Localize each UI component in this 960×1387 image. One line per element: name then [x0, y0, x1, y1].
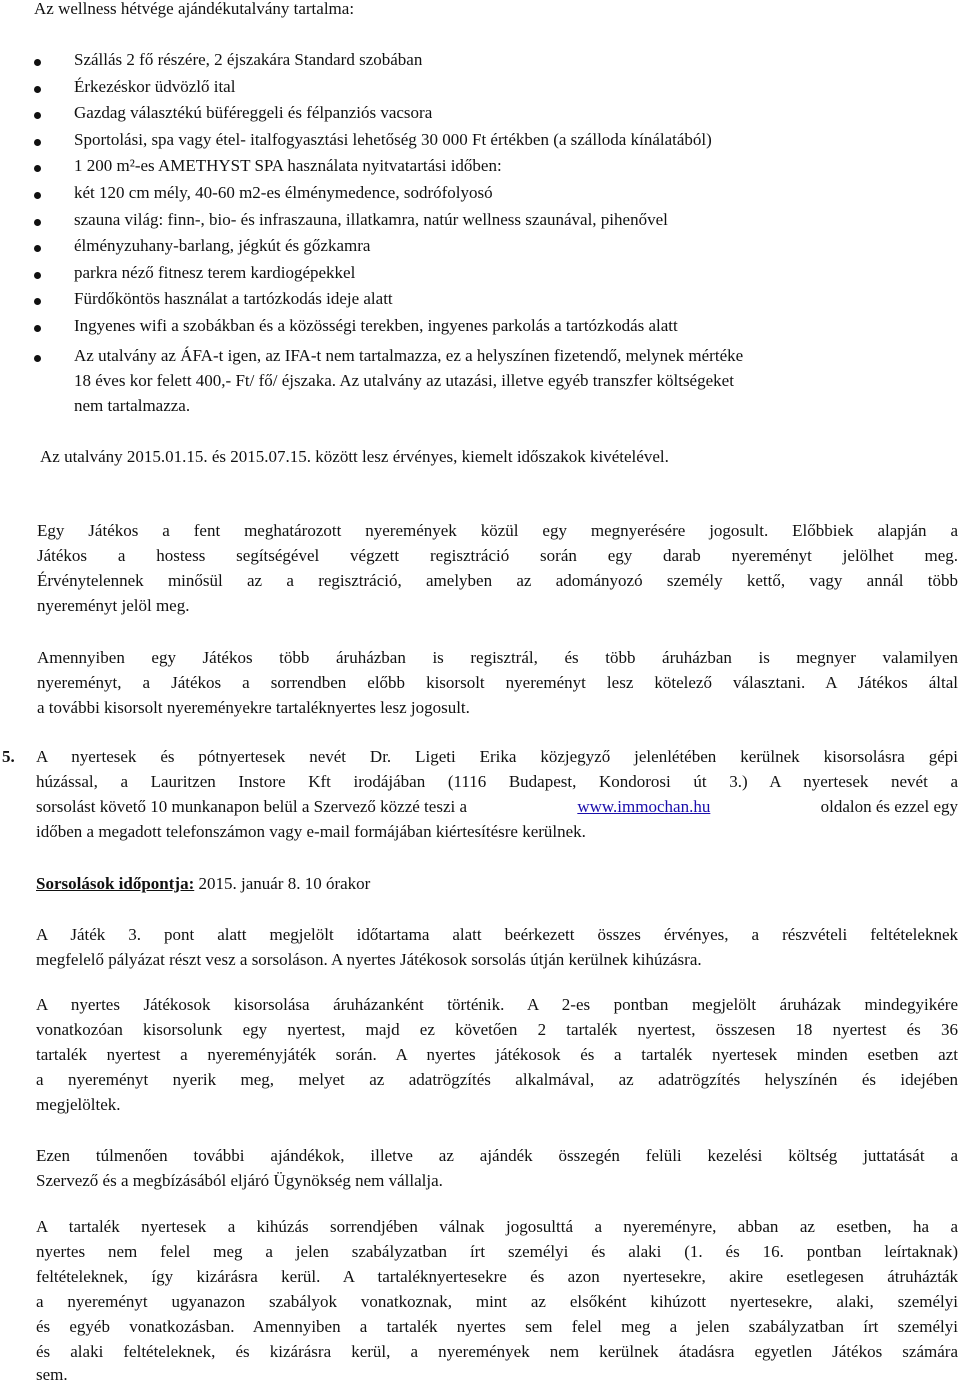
paragraph-line: Érvénytelennek minősül az a regisztráció, amelyben az adományozó személy kettő, vagy annál több — [37, 571, 958, 590]
paragraph-line: megfelelő pályázat részt vesz a sorsoláson. A nyertes Játékosok sorsolás útján kerülnek kihúzásra. — [36, 950, 702, 969]
paragraph-line: A nyertes Játékosok kisorsolása áruházanként történik. A 2-es pontban megjelölt áruházak mindegyikére — [36, 995, 958, 1014]
list-item-line: nem tartalmazza. — [74, 396, 191, 415]
bullet-icon — [34, 355, 41, 362]
paragraph-line: megjelöltek. — [36, 1095, 121, 1114]
section-number: 5. — [2, 747, 15, 766]
paragraph-line: Egy Játékos a fent meghatározott nyeremények közül egy megnyerésére jogosult. Előbbiek alapján a — [37, 521, 958, 540]
list-item: Érkezéskor üdvözlő ital — [74, 77, 236, 96]
bullet-icon — [34, 139, 41, 146]
paragraph-line: tartalék nyertest a nyereményjáték során. A nyertes játékosok és a tartalék nyertesek minden esetben azt — [36, 1045, 958, 1064]
list-item: két 120 cm mély, 40-60 m2-es élménymedence, sodrófolyosó — [74, 183, 493, 202]
paragraph-line: Szervező és a megbízásából eljáró Ügynökség nem vállalja. — [36, 1171, 443, 1190]
bullet-icon — [34, 86, 41, 93]
bullet-icon — [34, 245, 41, 252]
paragraph-text: sorsolást követő 10 munkanapon belül a Szervező közzé teszi a — [36, 797, 468, 816]
paragraph-line: A nyertesek és pótnyertesek nevét Dr. Ligeti Erika közjegyző jelenlétében kerülnek kisorsolásra gépi — [36, 747, 958, 766]
bullet-icon — [34, 165, 41, 172]
voucher-validity: Az utalvány 2015.01.15. és 2015.07.15. között lesz érvényes, kiemelt időszakok kivételével. — [40, 447, 669, 466]
paragraph-line: a nyereményt ugyanazon szabályok vonatkoznak, mint az elsőként kihúzott nyertesekre, alaki, személyi — [36, 1292, 958, 1311]
paragraph-line: Játékos a hostess segítségével végzett regisztráció során egy darab nyereményt jelölhet meg. — [37, 546, 958, 565]
paragraph-line: nyereményt jelöl meg. — [37, 596, 190, 615]
paragraph-line: a nyereményt nyerik meg, melyet az adatrögzítés alkalmával, az adatrögzítés helyszínén és idejében — [36, 1070, 958, 1089]
draw-date — [36, 873, 370, 895]
list-item: élményzuhany-barlang, jégkút és gőzkamra — [74, 236, 371, 255]
paragraph-line: sem. — [36, 1365, 68, 1384]
paragraph-line: A Játék 3. pont alatt megjelölt időtartama alatt beérkezett összes érvényes, a részvételi feltételeknek — [36, 925, 958, 944]
list-item: Sportolási, spa vagy étel- italfogyasztási lehetőség 30 000 Ft értékben (a szálloda kínálatából) — [74, 130, 712, 149]
voucher-heading: Az wellness hétvége ajándékutalvány tartalma: — [34, 0, 355, 18]
paragraph-line: Amennyiben egy Játékos több áruházban is regisztrál, és több áruházban is megnyer valamilyen — [37, 648, 958, 667]
paragraph-line: a további kisorsolt nyereményekre tartaléknyertes lesz jogosult. — [37, 698, 470, 717]
paragraph-line: nyereményt, a Játékos a sorrendben előbb kisorsolt nyereményt lesz kötelező választani. A Játékos által — [37, 673, 958, 692]
list-item: Szállás 2 fő részére, 2 éjszakára Standard szobában — [74, 50, 423, 69]
paragraph-line: húzással, a Lauritzen Instore Kft irodájában (1116 Budapest, Kondorosi út 3.) A nyertesek nevét a — [36, 772, 958, 791]
paragraph-line: nyertes nem felel meg a jelen szabályzatban írt személyi és alaki (1. és 16. pontban leírtaknak) — [36, 1242, 958, 1261]
paragraph-line: feltételeknek, így kizárásra kerül. A tartaléknyertesekre és azon nyertesekre, akire esetlegesen átruházták — [36, 1267, 958, 1286]
paragraph-line: Ezen túlmenően további ajándékok, illetve az ajándék összegén felüli kezelési költség juttatását a — [36, 1146, 958, 1165]
paragraph-line: és alaki feltételeknek, és kizárásra kerül, a nyeremények nem kerülnek átadásra egyetlen Játékos számára — [36, 1342, 958, 1361]
bullet-icon — [34, 272, 41, 279]
bullet-icon — [34, 298, 41, 305]
bullet-icon — [34, 112, 41, 119]
list-item: szauna világ: finn-, bio- és infraszauna, illatkamra, natúr wellness szaunával, pihenővel — [74, 210, 668, 229]
paragraph-line: vonatkozóan kisorsolunk egy nyertest, majd ez követően 2 tartalék nyertest, összesen 18 nyertest és 36 — [36, 1020, 958, 1039]
list-item: Gazdag választékú büféreggeli és félpanziós vacsora — [74, 103, 433, 122]
list-item: parkra néző fitnesz terem kardiogépekkel — [74, 263, 356, 282]
organizer-website-link[interactable]: www.immochan.hu — [577, 797, 711, 816]
paragraph-line: A tartalék nyertesek a kihúzás sorrendjében válnak jogosulttá a nyereményre, abban az esetben, ha a — [36, 1217, 958, 1236]
bullet-icon — [34, 59, 41, 66]
list-item-line: Az utalvány az ÁFA-t igen, az IFA-t nem tartalmazza, ez a helyszínen fizetendő, melynek mértéke — [74, 346, 744, 365]
bullet-icon — [34, 325, 41, 332]
list-item-line: 18 éves kor felett 400,- Ft/ fő/ éjszaka. Az utalvány az utazási, illetve egyéb transzfer költségeket — [74, 371, 734, 390]
bullet-icon — [34, 219, 41, 226]
draw-date-label: Sorsolások időpontja: — [36, 874, 195, 893]
paragraph-text: oldalon és ezzel egy — [820, 797, 958, 816]
bullet-icon — [34, 192, 41, 199]
draw-date-value: 2015. január 8. 10 órakor — [194, 874, 371, 893]
list-item: 1 200 m²-es AMETHYST SPA használata nyitvatartási időben: — [74, 156, 502, 175]
list-item: Ingyenes wifi a szobákban és a közösségi terekben, ingyenes parkolás a tartózkodás alatt — [74, 316, 678, 335]
paragraph-line: időben a megadott telefonszámon vagy e-mail formájában kiértesítésre kerülnek. — [36, 822, 586, 841]
paragraph-line — [36, 796, 958, 818]
paragraph-line: és egyéb vonatkozásban. Amennyiben a tartalék nyertes sem felel meg a jelen szabályzatban írt személyi — [36, 1317, 958, 1336]
list-item: Fürdőköntös használat a tartózkodás ideje alatt — [74, 289, 393, 308]
